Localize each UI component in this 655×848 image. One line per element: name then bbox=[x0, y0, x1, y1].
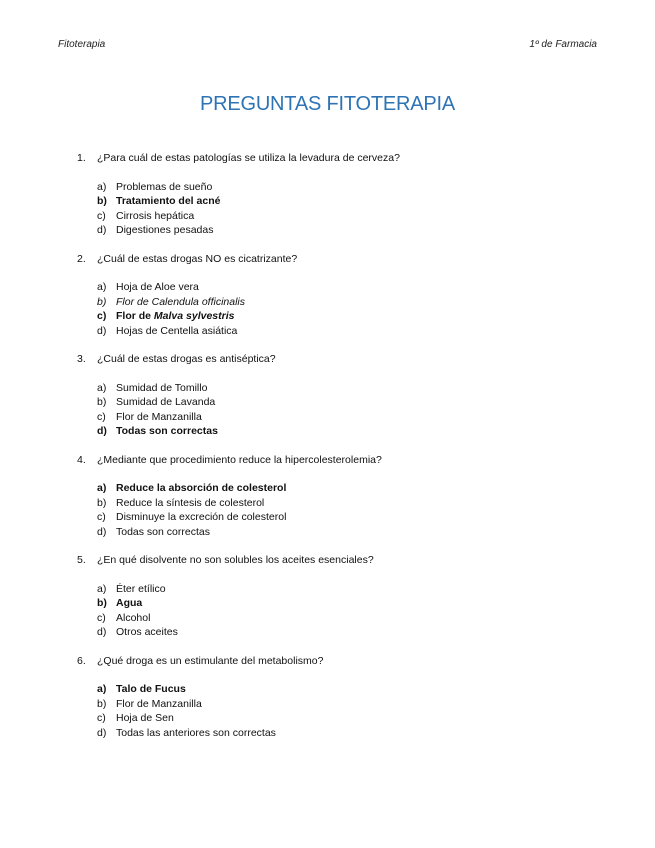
answer-option bbox=[0, 395, 655, 410]
option-label: c) bbox=[97, 410, 106, 423]
question-number: 2. bbox=[77, 252, 86, 265]
answer-option bbox=[0, 726, 655, 741]
option-text bbox=[116, 496, 264, 511]
answer-option bbox=[0, 309, 655, 324]
option-text-italic: Calendula officinalis bbox=[151, 295, 245, 308]
option-label: d) bbox=[97, 324, 107, 337]
question-item bbox=[0, 151, 655, 252]
option-text-segment: Sumidad de Tomillo bbox=[116, 381, 208, 394]
option-text-segment: Flor de Manzanilla bbox=[116, 697, 202, 710]
option-text-segment: Talo de Fucus bbox=[116, 683, 186, 696]
option-text bbox=[116, 596, 142, 611]
question-line bbox=[0, 453, 655, 468]
header-left: Fitoterapia bbox=[58, 39, 106, 50]
option-text bbox=[116, 582, 166, 597]
option-label: b) bbox=[97, 195, 107, 207]
option-text bbox=[116, 324, 237, 339]
option-list bbox=[0, 180, 655, 238]
question-line bbox=[0, 352, 655, 367]
option-text-segment: Reduce la absorción de colesterol bbox=[116, 482, 287, 495]
question-text: ¿Para cuál de estas patologías se utiliza la levadura de cerveza? bbox=[97, 152, 400, 164]
option-label: c) bbox=[97, 511, 106, 524]
option-text-segment: Todas son correctas bbox=[116, 525, 210, 538]
option-text bbox=[116, 726, 276, 741]
answer-option bbox=[0, 194, 655, 209]
option-text-segment: Tratamiento del acné bbox=[116, 195, 221, 207]
option-text bbox=[116, 682, 186, 697]
option-text bbox=[116, 309, 234, 324]
option-label: d) bbox=[97, 425, 107, 438]
option-text bbox=[116, 625, 178, 640]
page-title: PREGUNTAS FITOTERAPIA bbox=[199, 93, 456, 115]
question-number: 4. bbox=[77, 453, 86, 466]
option-text-segment: Flor de bbox=[116, 310, 154, 323]
option-text bbox=[116, 223, 213, 238]
question-text: ¿En qué disolvente no son solubles los aceites esenciales? bbox=[97, 554, 374, 567]
option-list bbox=[0, 682, 655, 740]
answer-option bbox=[0, 711, 655, 726]
option-label: a) bbox=[97, 482, 107, 495]
option-label: d) bbox=[97, 525, 107, 538]
answer-option bbox=[0, 410, 655, 425]
option-text-segment: Digestiones pesadas bbox=[116, 224, 214, 236]
option-text-segment: Hojas de Centella asiática bbox=[116, 324, 238, 337]
option-label: a) bbox=[97, 281, 107, 294]
option-label: a) bbox=[97, 582, 107, 595]
question-line bbox=[0, 151, 655, 166]
option-label: d) bbox=[97, 626, 107, 639]
answer-option bbox=[0, 280, 655, 295]
option-label: b) bbox=[97, 295, 107, 308]
answer-option bbox=[0, 295, 655, 310]
answer-option bbox=[0, 180, 655, 195]
question-item bbox=[0, 553, 655, 654]
option-label: b) bbox=[97, 496, 107, 509]
option-label: c) bbox=[97, 310, 107, 323]
option-text-segment: Hoja de Sen bbox=[116, 712, 174, 725]
option-text bbox=[116, 381, 207, 396]
answer-option bbox=[0, 682, 655, 697]
answer-option bbox=[0, 481, 655, 496]
option-text-segment: Disminuye la excreción de colesterol bbox=[116, 511, 287, 524]
option-text bbox=[116, 711, 174, 726]
question-item bbox=[0, 252, 655, 353]
question-text: ¿Mediante que procedimiento reduce la hipercolesterolemia? bbox=[97, 453, 382, 466]
option-label: d) bbox=[97, 726, 107, 739]
option-text-segment: Cirrosis hepática bbox=[116, 209, 195, 222]
option-text bbox=[116, 510, 286, 525]
option-label: c) bbox=[97, 611, 106, 624]
question-line bbox=[0, 553, 655, 568]
question-list bbox=[0, 151, 655, 755]
option-text-segment: Todas las anteriores son correctas bbox=[116, 726, 276, 739]
answer-option bbox=[0, 324, 655, 339]
question-line bbox=[0, 252, 655, 267]
option-text-segment: Flor de bbox=[116, 295, 152, 308]
answer-option bbox=[0, 611, 655, 626]
option-text bbox=[116, 525, 210, 540]
answer-option bbox=[0, 625, 655, 640]
option-text-segment: Sumidad de Lavanda bbox=[116, 396, 216, 409]
answer-option bbox=[0, 596, 655, 611]
option-list bbox=[0, 582, 655, 640]
option-list bbox=[0, 280, 655, 338]
answer-option bbox=[0, 697, 655, 712]
question-line bbox=[0, 654, 655, 669]
answer-option bbox=[0, 525, 655, 540]
option-text bbox=[116, 410, 202, 425]
option-label: c) bbox=[97, 209, 106, 222]
option-list bbox=[0, 381, 655, 439]
option-text-segment: Alcohol bbox=[116, 611, 151, 624]
option-text-segment: Éter etílico bbox=[116, 582, 166, 595]
option-text-italic: Malva sylvestris bbox=[153, 310, 235, 323]
option-text-segment: Problemas de sueño bbox=[116, 180, 213, 193]
question-text: ¿Cuál de estas drogas es antiséptica? bbox=[97, 353, 276, 366]
option-label: a) bbox=[97, 180, 107, 193]
option-text bbox=[116, 611, 150, 626]
answer-option bbox=[0, 424, 655, 439]
question-number: 3. bbox=[77, 353, 86, 366]
option-text bbox=[116, 209, 194, 224]
option-text bbox=[116, 481, 286, 496]
option-label: b) bbox=[97, 396, 107, 409]
option-text bbox=[116, 395, 215, 410]
option-label: b) bbox=[97, 597, 107, 610]
option-text bbox=[116, 424, 218, 439]
question-text: ¿Cuál de estas drogas NO es cicatrizante? bbox=[97, 252, 298, 265]
option-text-segment: Reduce la síntesis de colesterol bbox=[116, 496, 265, 509]
question-item bbox=[0, 654, 655, 755]
answer-option bbox=[0, 209, 655, 224]
option-text bbox=[116, 697, 202, 712]
option-label: c) bbox=[97, 712, 106, 725]
option-text bbox=[116, 180, 212, 195]
question-item bbox=[0, 352, 655, 453]
header-right: 1º de Farmacia bbox=[529, 39, 597, 50]
answer-option bbox=[0, 510, 655, 525]
question-item bbox=[0, 453, 655, 554]
option-label: d) bbox=[97, 224, 107, 236]
option-text bbox=[116, 280, 199, 295]
option-list bbox=[0, 481, 655, 539]
question-number: 5. bbox=[77, 554, 86, 567]
answer-option bbox=[0, 223, 655, 238]
answer-option bbox=[0, 381, 655, 396]
question-number: 1. bbox=[77, 152, 86, 164]
option-text bbox=[116, 194, 220, 209]
option-label: a) bbox=[97, 683, 107, 696]
answer-option bbox=[0, 582, 655, 597]
answer-option bbox=[0, 496, 655, 511]
option-text-segment: Otros aceites bbox=[116, 626, 178, 639]
option-text-segment: Agua bbox=[116, 597, 143, 610]
option-text bbox=[116, 295, 245, 310]
option-text-segment: Flor de Manzanilla bbox=[116, 410, 202, 423]
question-text: ¿Qué droga es un estimulante del metabolismo? bbox=[97, 654, 324, 667]
option-text-segment: Hoja de Aloe vera bbox=[116, 281, 199, 294]
option-text-segment: Todas son correctas bbox=[116, 425, 218, 438]
option-label: b) bbox=[97, 697, 107, 710]
question-number: 6. bbox=[77, 654, 86, 667]
option-label: a) bbox=[97, 381, 107, 394]
